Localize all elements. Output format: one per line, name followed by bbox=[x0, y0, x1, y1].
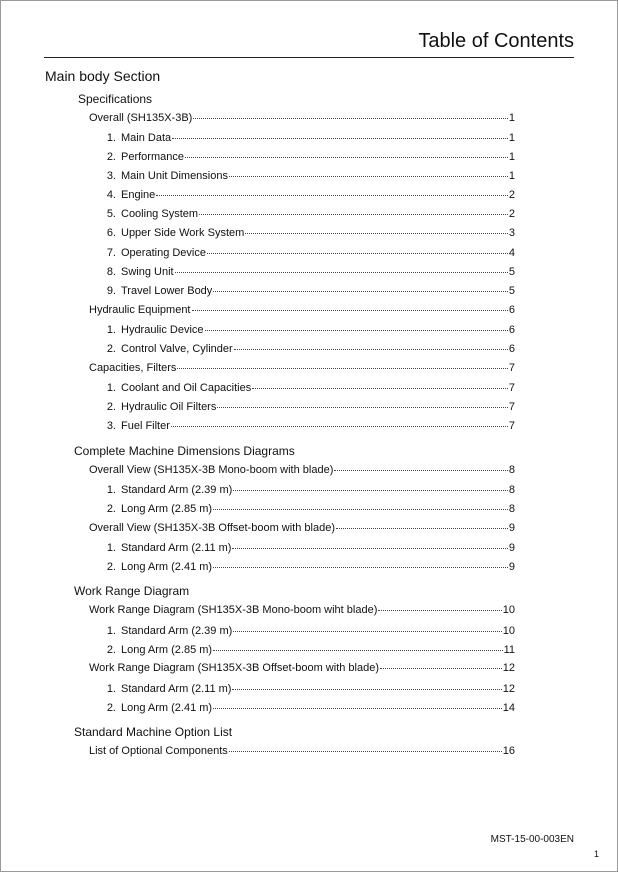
toc-entry-label: Long Arm (2.41 m) bbox=[121, 702, 213, 714]
toc-entry-number: 1. bbox=[106, 382, 116, 394]
toc-entry-control-valve-cylinder[interactable] bbox=[99, 343, 515, 355]
toc-entry-page: 9 bbox=[508, 561, 515, 573]
toc-entry-main-unit-dimensions[interactable] bbox=[99, 170, 515, 182]
toc-entry-page: 1 bbox=[508, 170, 515, 182]
document-code: MST-15-00-003EN bbox=[490, 834, 574, 845]
toc-entry-work-range-offset[interactable] bbox=[89, 662, 515, 674]
toc-entry-label: Swing Unit bbox=[121, 266, 174, 278]
toc-entry-number: 8. bbox=[106, 266, 116, 278]
toc-entry-label: Standard Arm (2.39 m) bbox=[121, 484, 233, 496]
toc-entry-page: 5 bbox=[508, 285, 515, 297]
toc-entry-number: 1. bbox=[106, 683, 116, 695]
toc-entry-label: List of Optional Components bbox=[89, 745, 228, 757]
dot-leader bbox=[205, 330, 508, 331]
toc-entry-label: Long Arm (2.85 m) bbox=[121, 644, 213, 656]
dot-leader bbox=[172, 138, 508, 139]
toc-entry-coolant-oil-capacities[interactable] bbox=[99, 382, 515, 394]
toc-entry-page: 16 bbox=[502, 745, 515, 757]
toc-entry-main-data[interactable] bbox=[99, 132, 515, 144]
page-number: 1 bbox=[593, 849, 599, 859]
page-title: Table of Contents bbox=[418, 30, 574, 52]
toc-entry-number: 2. bbox=[106, 702, 116, 714]
dot-leader bbox=[252, 388, 508, 389]
toc-entry-long-arm[interactable] bbox=[99, 561, 515, 573]
toc-entry-page: 8 bbox=[508, 503, 515, 515]
toc-entry-label: Control Valve, Cylinder bbox=[121, 343, 233, 355]
toc-entry-label: Long Arm (2.85 m) bbox=[121, 503, 213, 515]
toc-entry-number: 2. bbox=[106, 503, 116, 515]
toc-entry-label: Upper Side Work System bbox=[121, 227, 245, 239]
toc-entry-standard-arm[interactable] bbox=[99, 625, 515, 637]
dot-leader bbox=[207, 253, 508, 254]
toc-entry-page: 12 bbox=[502, 683, 515, 695]
toc-entry-page: 8 bbox=[508, 464, 515, 476]
toc-entry-number: 4. bbox=[106, 189, 116, 201]
toc-entry-page: 2 bbox=[508, 189, 515, 201]
dot-leader bbox=[233, 490, 508, 491]
toc-entry-label: Capacities, Filters bbox=[89, 362, 177, 374]
toc-entry-number: 2. bbox=[106, 151, 116, 163]
toc-entry-label: Fuel Filter bbox=[121, 420, 170, 432]
toc-entry-number: 2. bbox=[106, 343, 116, 355]
toc-entry-page: 8 bbox=[508, 484, 515, 496]
toc-entry-long-arm[interactable] bbox=[99, 503, 515, 515]
toc-entry-page: 7 bbox=[508, 401, 515, 413]
toc-entry-label: Main Data bbox=[121, 132, 172, 144]
main-section-heading: Main body Section bbox=[45, 68, 161, 84]
toc-entry-hydraulic-equipment[interactable] bbox=[89, 304, 515, 316]
toc-entry-label: Overall (SH135X-3B) bbox=[89, 112, 193, 124]
dot-leader bbox=[229, 176, 508, 177]
dot-leader bbox=[213, 708, 502, 709]
toc-entry-optional-components[interactable] bbox=[89, 745, 515, 757]
toc-entry-page: 1 bbox=[508, 151, 515, 163]
toc-entry-page: 6 bbox=[508, 343, 515, 355]
toc-entry-number: 1. bbox=[106, 324, 116, 336]
dot-leader bbox=[380, 668, 502, 669]
toc-entry-number: 1. bbox=[106, 542, 116, 554]
dot-leader bbox=[175, 272, 508, 273]
section-heading-specifications: Specifications bbox=[78, 92, 153, 106]
toc-entry-label: Cooling System bbox=[121, 208, 199, 220]
toc-entry-label: Hydraulic Device bbox=[121, 324, 204, 336]
toc-entry-page: 11 bbox=[503, 644, 515, 656]
dot-leader bbox=[213, 650, 502, 651]
toc-entry-label: Travel Lower Body bbox=[121, 285, 213, 297]
toc-entry-long-arm[interactable] bbox=[99, 644, 515, 656]
toc-entry-number: 2. bbox=[106, 401, 116, 413]
toc-entry-label: Hydraulic Oil Filters bbox=[121, 401, 217, 413]
toc-entry-number: 3. bbox=[106, 170, 116, 182]
dot-leader bbox=[217, 407, 508, 408]
toc-entry-number: 1. bbox=[106, 625, 116, 637]
toc-entry-page: 6 bbox=[508, 304, 515, 316]
toc-entry-page: 7 bbox=[508, 382, 515, 394]
toc-entry-number: 1. bbox=[106, 484, 116, 496]
dot-leader bbox=[177, 368, 507, 369]
toc-entry-label: Work Range Diagram (SH135X-3B Offset-boom with blade) bbox=[89, 662, 379, 674]
dot-leader bbox=[213, 567, 508, 568]
toc-entry-page: 1 bbox=[508, 112, 515, 124]
toc-entry-fuel-filter[interactable] bbox=[99, 420, 515, 432]
toc-entry-page: 9 bbox=[508, 542, 515, 554]
section-heading-dimensions: Complete Machine Dimensions Diagrams bbox=[74, 444, 295, 458]
toc-entry-upper-side-work-system[interactable] bbox=[99, 227, 515, 239]
dot-leader bbox=[192, 310, 508, 311]
dot-leader bbox=[233, 631, 501, 632]
toc-entry-label: Performance bbox=[121, 151, 184, 163]
toc-entry-page: 10 bbox=[502, 604, 515, 616]
toc-entry-work-range-mono[interactable] bbox=[89, 604, 515, 616]
toc-entry-page: 3 bbox=[508, 227, 515, 239]
dot-leader bbox=[232, 548, 507, 549]
toc-entry-label: Overall View (SH135X-3B Offset-boom with blade) bbox=[89, 522, 335, 534]
toc-entry-page: 10 bbox=[502, 625, 515, 637]
toc-entry-engine[interactable] bbox=[99, 189, 515, 201]
section-heading-work-range: Work Range Diagram bbox=[74, 584, 190, 598]
toc-entry-cooling-system[interactable] bbox=[99, 208, 515, 220]
toc-entry-label: Main Unit Dimensions bbox=[121, 170, 228, 182]
toc-entry-capacities-filters[interactable] bbox=[89, 362, 515, 374]
dot-leader bbox=[199, 214, 508, 215]
dot-leader bbox=[234, 349, 508, 350]
dot-leader bbox=[213, 509, 508, 510]
toc-entry-operating-device[interactable] bbox=[99, 247, 515, 259]
toc-entry-number: 2. bbox=[106, 561, 116, 573]
toc-entry-label: Overall View (SH135X-3B Mono-boom with blade) bbox=[89, 464, 334, 476]
toc-entry-number: 9. bbox=[106, 285, 116, 297]
toc-entry-label: Hydraulic Equipment bbox=[89, 304, 191, 316]
dot-leader bbox=[378, 610, 501, 611]
toc-entry-label: Standard Arm (2.11 m) bbox=[121, 683, 232, 695]
toc-entry-overall[interactable] bbox=[89, 112, 515, 124]
toc-entry-number: 7. bbox=[106, 247, 116, 259]
toc-entry-label: Engine bbox=[121, 189, 156, 201]
section-heading-options: Standard Machine Option List bbox=[74, 725, 233, 739]
dot-leader bbox=[334, 470, 508, 471]
toc-entry-swing-unit[interactable] bbox=[99, 266, 515, 278]
toc-entry-number: 6. bbox=[106, 227, 116, 239]
toc-entry-long-arm[interactable] bbox=[99, 702, 515, 714]
dot-leader bbox=[213, 291, 508, 292]
toc-entry-label: Standard Arm (2.11 m) bbox=[121, 542, 232, 554]
toc-entry-number: 2. bbox=[106, 644, 116, 656]
toc-entry-performance[interactable] bbox=[99, 151, 515, 163]
toc-entry-standard-arm[interactable] bbox=[99, 484, 515, 496]
dot-leader bbox=[185, 157, 508, 158]
dot-leader bbox=[156, 195, 508, 196]
toc-entry-page: 2 bbox=[508, 208, 515, 220]
toc-entry-hydraulic-oil-filters[interactable] bbox=[99, 401, 515, 413]
toc-entry-label: Work Range Diagram (SH135X-3B Mono-boom wiht blade) bbox=[89, 604, 378, 616]
toc-entry-number: 5. bbox=[106, 208, 116, 220]
dot-leader bbox=[232, 689, 501, 690]
toc-entry-number: 1. bbox=[106, 132, 116, 144]
toc-entry-label: Coolant and Oil Capacities bbox=[121, 382, 252, 394]
toc-entry-standard-arm[interactable] bbox=[99, 542, 515, 554]
dot-leader bbox=[229, 751, 502, 752]
toc-entry-page: 12 bbox=[502, 662, 515, 674]
toc-entry-page: 9 bbox=[508, 522, 515, 534]
toc-entry-travel-lower-body[interactable] bbox=[99, 285, 515, 297]
toc-entry-overall-view-offset[interactable] bbox=[89, 522, 515, 534]
toc-entry-page: 5 bbox=[508, 266, 515, 278]
dot-leader bbox=[336, 528, 508, 529]
dot-leader bbox=[245, 233, 508, 234]
toc-entry-page: 4 bbox=[508, 247, 515, 259]
toc-entry-page: 7 bbox=[508, 420, 515, 432]
toc-entry-label: Long Arm (2.41 m) bbox=[121, 561, 213, 573]
toc-entry-page: 6 bbox=[508, 324, 515, 336]
toc-entry-standard-arm[interactable] bbox=[99, 683, 515, 695]
toc-entry-number: 3. bbox=[106, 420, 116, 432]
toc-entry-overall-view-mono[interactable] bbox=[89, 464, 515, 476]
toc-entry-label: Operating Device bbox=[121, 247, 206, 259]
toc-entry-page: 14 bbox=[502, 702, 515, 714]
toc-entry-page: 7 bbox=[508, 362, 515, 374]
toc-entry-label: Standard Arm (2.39 m) bbox=[121, 625, 233, 637]
dot-leader bbox=[193, 118, 508, 119]
dot-leader bbox=[171, 426, 508, 427]
toc-entry-hydraulic-device[interactable] bbox=[99, 324, 515, 336]
toc-entry-page: 1 bbox=[508, 132, 515, 144]
